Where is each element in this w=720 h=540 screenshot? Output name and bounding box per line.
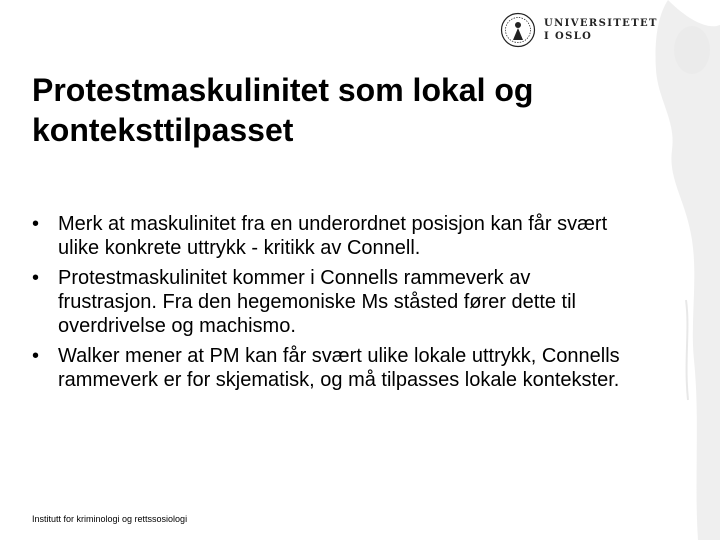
bullet-icon: •	[32, 345, 40, 367]
bullet-icon: •	[32, 267, 40, 289]
bullet-item	[32, 344, 632, 392]
logo-line-1: UNIVERSITETET	[544, 18, 658, 29]
bullet-icon: •	[32, 213, 40, 235]
statue-decoration	[628, 0, 720, 540]
footer-institute: Institutt for kriminologi og rettssosiologi	[32, 514, 188, 524]
university-seal-icon	[500, 12, 536, 48]
bullet-text: Protestmaskulinitet kommer i Connells rammeverk av frustrasjon. Fra den hegemoniske Ms ståsted fører dette til overdrivelse og machismo.	[58, 267, 576, 337]
slide-title: Protestmaskulinitet som lokal og konteksttilpasset	[32, 72, 534, 148]
logo-text	[544, 17, 658, 43]
university-logo	[500, 12, 658, 48]
bullet-text: Walker mener at PM kan får svært ulike lokale uttrykk, Connells rammeverk er for skjematisk, og må tilpasses lokale kontekster.	[58, 345, 620, 391]
logo-line-2: I OSLO	[544, 31, 593, 42]
bullet-item	[32, 212, 632, 260]
bullet-text: Merk at maskulinitet fra en underordnet posisjon kan får svært ulike konkrete uttrykk - kritikk av Connell.	[58, 213, 608, 259]
bullet-item	[32, 266, 632, 338]
bullet-list	[32, 212, 632, 398]
